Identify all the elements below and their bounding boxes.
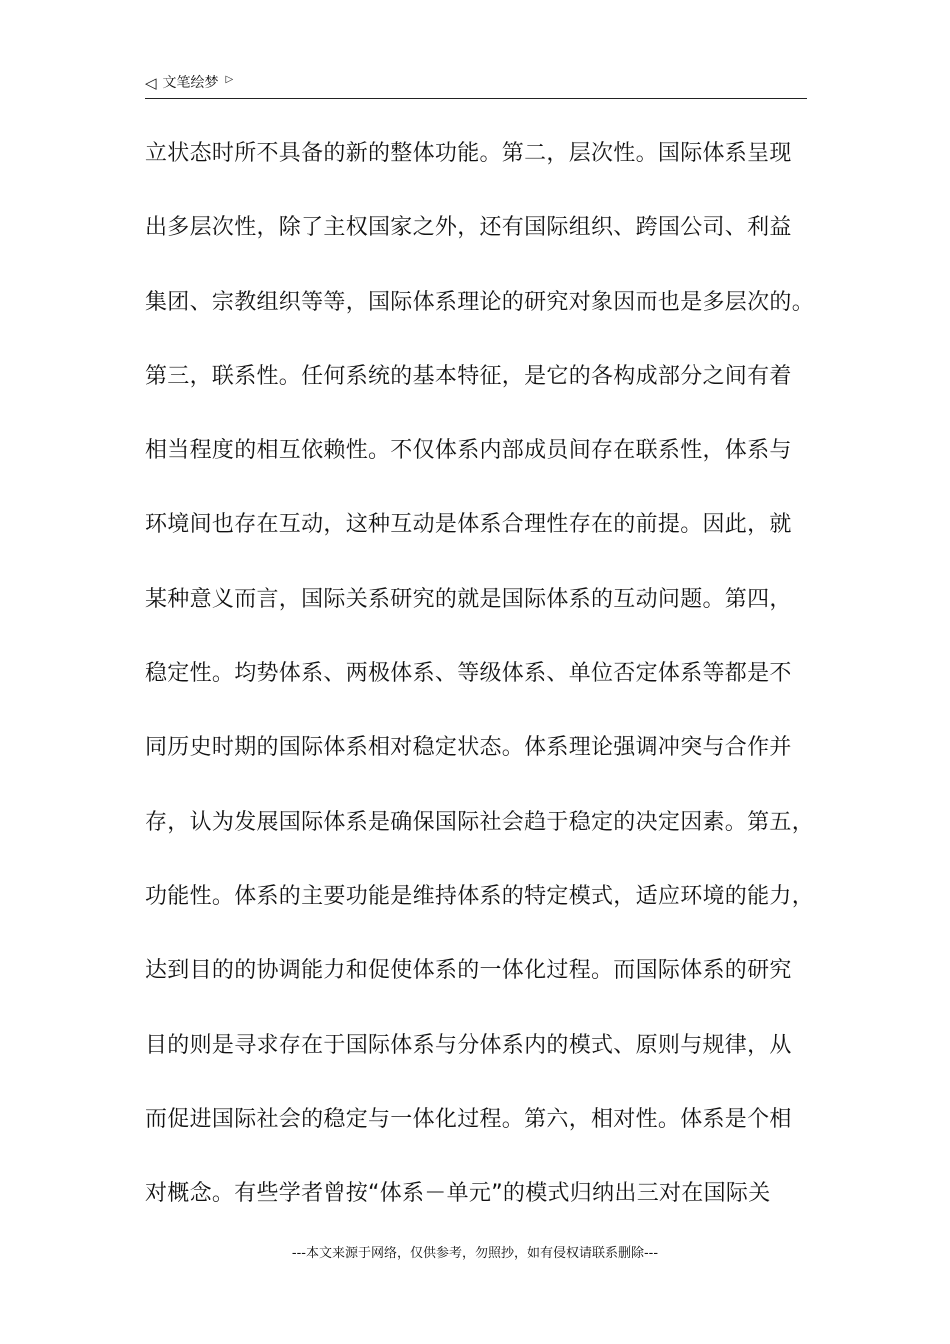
- triangle-right-icon: ▷: [225, 74, 234, 85]
- page-header: [145, 72, 807, 99]
- text-line: 目的则是寻求存在于国际体系与分体系内的模式、原则与规律，从: [145, 1032, 792, 1058]
- text-line: 相当程度的相互依赖性。不仅体系内部成员间存在联系性，体系与: [145, 438, 792, 464]
- text-line: 集团、宗教组织等等，国际体系理论的研究对象因而也是多层次的。: [145, 289, 815, 315]
- text-line: 而促进国际社会的稳定与一体化过程。第六，相对性。体系是个相: [145, 1106, 792, 1132]
- triangle-left-icon: ◁: [145, 74, 157, 92]
- text-line: 达到目的的协调能力和促使体系的一体化过程。而国际体系的研究: [145, 958, 792, 984]
- header-title: 文笔绘梦: [162, 75, 219, 91]
- text-line: 稳定性。均势体系、两极体系、等级体系、单位否定体系等都是不: [145, 661, 792, 687]
- text-line: 存，认为发展国际体系是确保国际社会趋于稳定的决定因素。第五，: [145, 809, 815, 835]
- text-line: 出多层次性，除了主权国家之外，还有国际组织、跨国公司、利益: [145, 215, 792, 241]
- text-line: 对概念。有些学者曾按“体系－单元”的模式归纳出三对在国际关: [145, 1181, 771, 1207]
- text-line: 环境间也存在互动，这种互动是体系合理性存在的前提。因此，就: [145, 512, 792, 538]
- text-line: 某种意义而言，国际关系研究的就是国际体系的互动问题。第四，: [145, 586, 792, 612]
- text-line: 功能性。体系的主要功能是维持体系的特定模式，适应环境的能力，: [145, 883, 815, 909]
- body-text: [145, 132, 825, 1246]
- text-line: 同历史时期的国际体系相对稳定状态。体系理论强调冲突与合作并: [145, 735, 792, 761]
- text-line: 立状态时所不具备的新的整体功能。第二，层次性。国际体系呈现: [145, 141, 792, 166]
- header-content: [145, 74, 233, 92]
- text-line: 第三，联系性。任何系统的基本特征，是它的各构成部分之间有着: [145, 363, 792, 389]
- footer-disclaimer: ---本文来源于网络，仅供参考，勿照抄，如有侵权请联系删除---: [291, 1246, 659, 1261]
